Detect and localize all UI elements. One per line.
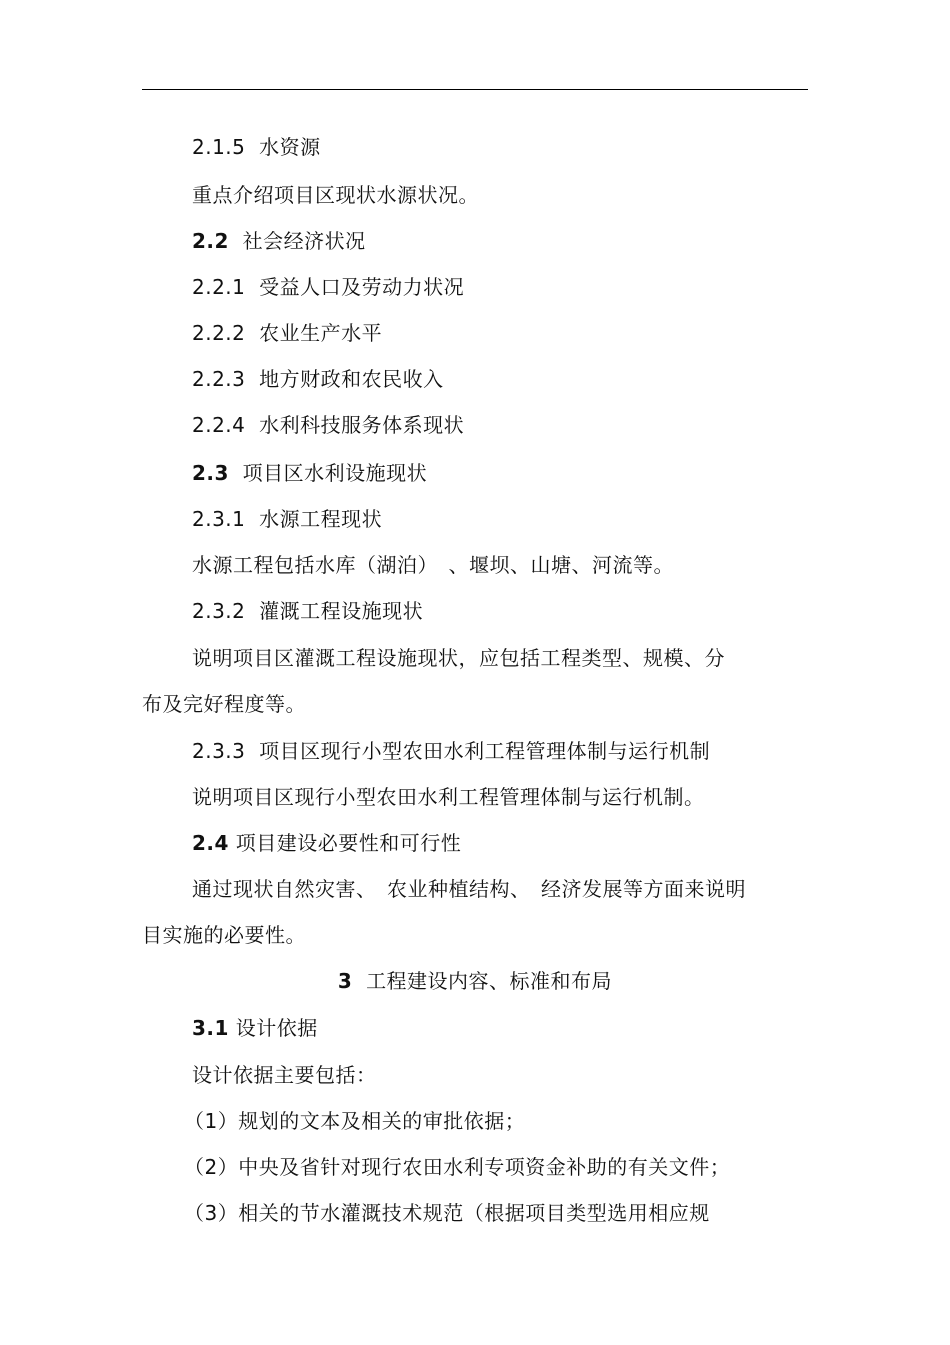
chapter-title: 工程建设内容、标准和布局: [366, 969, 613, 993]
section-number: 2.2.2: [192, 321, 246, 345]
section-number: 2.3.1: [192, 507, 246, 531]
paragraph: [192, 182, 479, 208]
section-title: 项目区现行小型农田水利工程管理体制与运行机制: [259, 739, 711, 763]
section-title: 水利科技服务体系现状: [259, 413, 465, 437]
paragraph-text: 说明项目区现行小型农田水利工程管理体制与运行机制。: [192, 785, 705, 809]
section-title: 受益人口及劳动力状况: [259, 275, 465, 299]
list-item-text: （2）中央及省针对现行农田水利专项资金补助的有关文件；: [184, 1155, 731, 1179]
heading-2-3-2: [192, 598, 423, 624]
heading-2-2-1: [192, 274, 464, 300]
paragraph-text: 目实施的必要性。: [142, 923, 306, 947]
section-number: 2.1.5: [192, 135, 246, 159]
section-title: 水资源: [259, 135, 321, 159]
heading-2-1-5: [192, 134, 321, 160]
list-item: [184, 1200, 710, 1226]
section-number: 2.2.3: [192, 367, 246, 391]
chapter-number: 3: [337, 969, 353, 993]
paragraph: [192, 784, 705, 810]
section-number: 2.4: [192, 831, 229, 855]
section-title: 水源工程现状: [259, 507, 383, 531]
heading-2-3-1: [192, 506, 382, 532]
paragraph: [192, 552, 674, 578]
heading-2-2-4: [192, 412, 464, 438]
header-rule: [142, 89, 808, 90]
heading-2-2: [192, 228, 366, 254]
section-title: 农业生产水平: [259, 321, 383, 345]
list-item: [184, 1108, 525, 1134]
section-number: 2.3.2: [192, 599, 246, 623]
paragraph-continuation: [142, 691, 306, 717]
heading-2-3-3: [192, 738, 710, 764]
section-title: 项目建设必要性和可行性: [235, 831, 462, 855]
heading-3-1: [192, 1015, 318, 1041]
section-number: 3.1: [192, 1016, 229, 1040]
section-number: 2.3.3: [192, 739, 246, 763]
paragraph-text: 说明项目区灌溉工程设施现状，应包括工程类型、规模、分: [192, 646, 725, 670]
section-title: 地方财政和农民收入: [259, 367, 444, 391]
paragraph: [192, 1062, 377, 1088]
heading-2-2-2: [192, 320, 382, 346]
list-item: [184, 1154, 730, 1180]
paragraph-text: 通过现状自然灾害、 农业种植结构、 经济发展等方面来说明: [192, 877, 746, 901]
section-title: 项目区水利设施现状: [242, 461, 428, 485]
chapter-heading-3: [0, 968, 950, 994]
section-number: 2.3: [192, 461, 229, 485]
section-number: 2.2: [192, 229, 229, 253]
list-item-text: （1）规划的文本及相关的审批依据；: [184, 1109, 526, 1133]
heading-2-3: [192, 460, 427, 486]
paragraph-text: 水源工程包括水库（湖泊） 、堰坝、山塘、河流等。: [192, 553, 674, 577]
section-title: 社会经济状况: [242, 229, 366, 253]
heading-2-4: [192, 830, 461, 856]
section-title: 设计依据: [235, 1016, 318, 1040]
section-number: 2.2.1: [192, 275, 246, 299]
paragraph: [192, 645, 725, 671]
section-number: 2.2.4: [192, 413, 246, 437]
paragraph-continuation: [142, 922, 306, 948]
paragraph-text: 设计依据主要包括：: [192, 1063, 377, 1087]
section-title: 灌溉工程设施现状: [259, 599, 424, 623]
paragraph-text: 重点介绍项目区现状水源状况。: [192, 183, 479, 207]
paragraph: [192, 876, 746, 902]
list-item-text: （3）相关的节水灌溉技术规范（根据项目类型选用相应规: [184, 1201, 710, 1225]
heading-2-2-3: [192, 366, 444, 392]
paragraph-text: 布及完好程度等。: [142, 692, 306, 716]
